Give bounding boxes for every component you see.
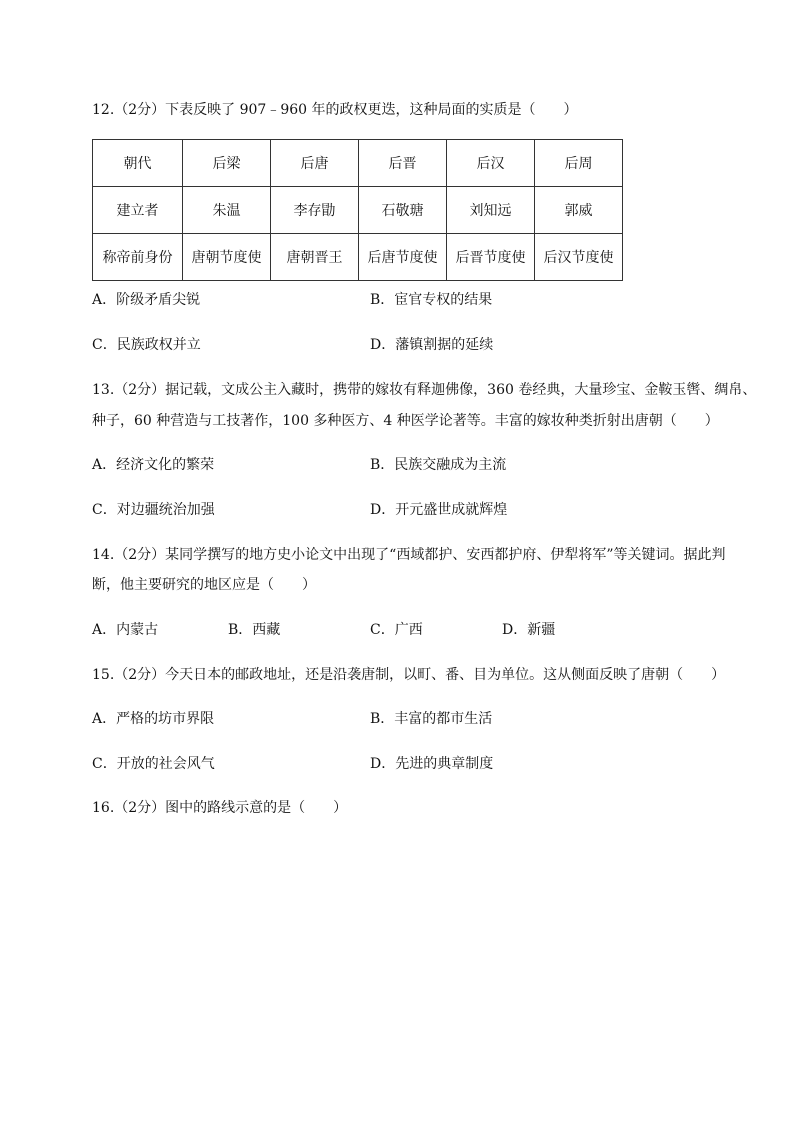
option-a[interactable]: A．经济文化的繁荣 [92, 457, 215, 473]
option-c[interactable]: C．对边疆统治加强 [92, 502, 215, 518]
table-cell: 唐朝节度使 [183, 234, 271, 281]
option-d[interactable]: D．开元盛世成就辉煌 [370, 502, 508, 518]
table-row [93, 187, 623, 234]
option-d[interactable]: D．新疆 [502, 622, 556, 638]
option-b[interactable]: B．丰富的都市生活 [370, 711, 493, 727]
table-row [93, 234, 623, 281]
question-14-stem-line1: 14.（2分）某同学撰写的地方史小论文中出现了“西域都护、安西都护府、伊犁将军”等关键词。据此判 [92, 547, 726, 563]
table-cell: 朱温 [183, 187, 271, 234]
option-b[interactable]: B．西藏 [228, 622, 281, 638]
option-b[interactable]: B．宦官专权的结果 [370, 292, 493, 308]
table-cell: 后晋 [359, 140, 447, 187]
table-cell: 后唐 [271, 140, 359, 187]
table-cell: 朝代 [93, 140, 183, 187]
table-cell: 郭威 [535, 187, 623, 234]
option-a[interactable]: A．阶级矛盾尖锐 [92, 292, 201, 308]
table-cell: 建立者 [93, 187, 183, 234]
table-cell: 唐朝晋王 [271, 234, 359, 281]
option-c[interactable]: C．开放的社会风气 [92, 756, 215, 772]
table-cell: 后汉节度使 [535, 234, 623, 281]
table-cell: 后晋节度使 [447, 234, 535, 281]
option-b[interactable]: B．民族交融成为主流 [370, 457, 507, 473]
question-12-stem: 12.（2分）下表反映了 907﹣960 年的政权更迭，这种局面的实质是（ ） [92, 102, 578, 118]
option-a[interactable]: A．严格的坊市界限 [92, 711, 215, 727]
table-cell: 石敬瑭 [359, 187, 447, 234]
option-d[interactable]: D．藩镇割据的延续 [370, 337, 494, 353]
table-cell: 后汉 [447, 140, 535, 187]
dynasty-table [92, 139, 623, 281]
table-cell: 李存勖 [271, 187, 359, 234]
table-cell: 称帝前身份 [93, 234, 183, 281]
question-15-stem: 15.（2分）今天日本的邮政地址，还是沿袭唐制，以町、番、目为单位。这从侧面反映了唐朝（ ） [92, 667, 726, 683]
table-cell: 后唐节度使 [359, 234, 447, 281]
option-c[interactable]: C．民族政权并立 [92, 337, 201, 353]
question-16-stem: 16.（2分）图中的路线示意的是（ ） [92, 800, 348, 816]
option-d[interactable]: D．先进的典章制度 [370, 756, 494, 772]
question-14-stem-line2: 断，他主要研究的地区应是（ ） [92, 577, 316, 593]
table-cell: 后梁 [183, 140, 271, 187]
option-a[interactable]: A．内蒙古 [92, 622, 159, 638]
option-c[interactable]: C．广西 [370, 622, 423, 638]
table-row [93, 140, 623, 187]
table-cell: 后周 [535, 140, 623, 187]
question-13-stem-line1: 13.（2分）据记载，文成公主入藏时，携带的嫁妆有释迦佛像，360 卷经典，大量珍宝、金鞍玉辔、绸帛、 [92, 382, 757, 398]
question-13-stem-line2: 种子，60 种营造与工技著作，100 多种医方、4 种医学论著等。丰富的嫁妆种类折射出唐朝（ ） [92, 413, 719, 429]
table-cell: 刘知远 [447, 187, 535, 234]
